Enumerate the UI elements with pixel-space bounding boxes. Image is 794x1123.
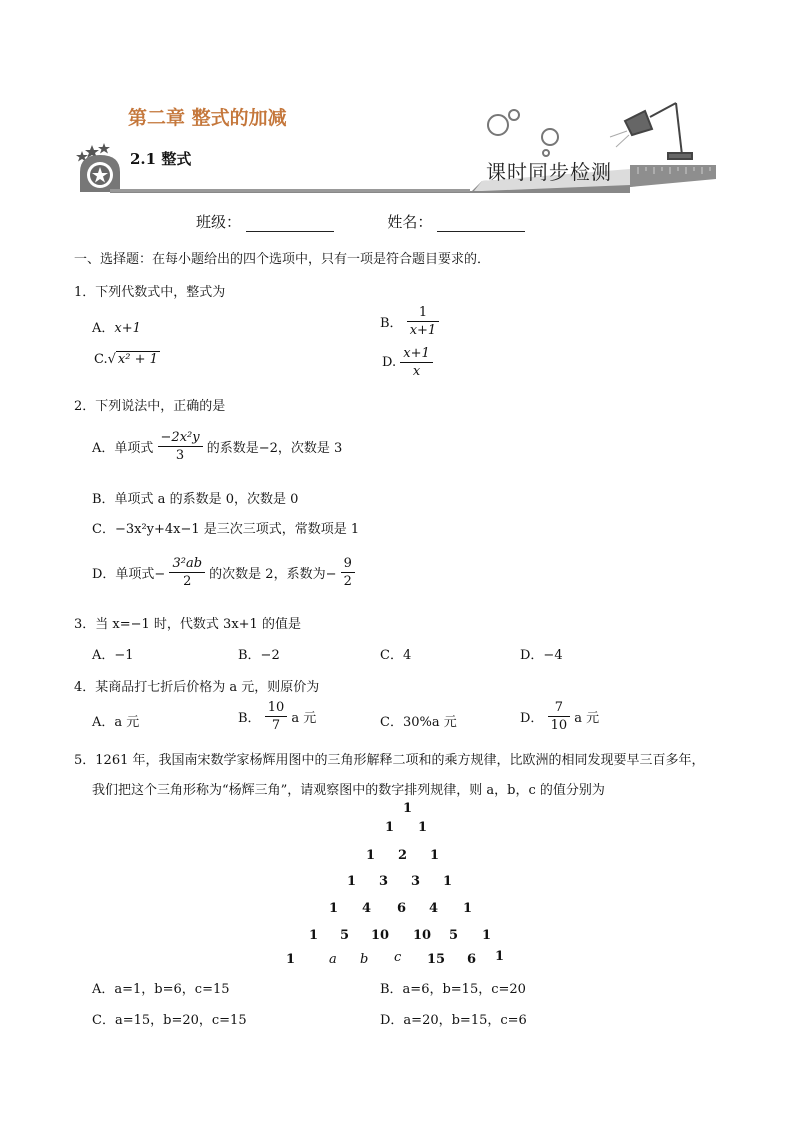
sqrt-icon: √ bbox=[107, 352, 116, 367]
q4-d-fraction: $\frac{7}{10}$ bbox=[548, 700, 571, 733]
triangle-number: 6 bbox=[467, 952, 477, 967]
q2-d-fraction: $\frac{\text{3²ab}}{2}$ bbox=[169, 556, 205, 589]
triangle-number: 1 bbox=[495, 949, 505, 964]
name-label: 姓名： bbox=[387, 213, 433, 231]
q2-option-a[interactable]: A．单项式 $\frac{\text{−2x²y}}{3}$ 的系数是−2，次数是 3 bbox=[92, 430, 343, 463]
q3-stem: 3．当 x=−1 时，代数式 3x+1 的值是 bbox=[74, 617, 301, 632]
section-title: 2.1 整式 bbox=[130, 150, 192, 168]
triangle-number: 1 bbox=[286, 952, 296, 967]
q5-option-c[interactable]: C．a=15，b=20，c=15 bbox=[92, 1013, 247, 1028]
triangle-number: 1 bbox=[418, 820, 428, 835]
q5-stem-line2: 我们把这个三角形称为“杨辉三角”，请观察图中的数字排列规律，则 a，b，c 的值分别为 bbox=[92, 783, 605, 798]
star-badge-icon bbox=[80, 155, 120, 192]
triangle-number: 1 bbox=[430, 848, 440, 863]
banner-text: 课时同步检测 bbox=[486, 160, 612, 184]
triangle-number: 1 bbox=[329, 901, 339, 916]
q2-stem: 2．下列说法中，正确的是 bbox=[74, 399, 226, 414]
q4-option-a[interactable]: A．a 元 bbox=[92, 715, 140, 730]
triangle-number: 4 bbox=[429, 901, 439, 916]
q1-option-a[interactable]: A．x+1 bbox=[92, 321, 141, 336]
triangle-number: 2 bbox=[398, 848, 408, 863]
q3-option-c[interactable]: C．4 bbox=[380, 648, 412, 663]
chapter-title: 第二章 整式的加减 bbox=[128, 107, 287, 129]
triangle-number: 5 bbox=[340, 928, 350, 943]
triangle-number: 10 bbox=[413, 928, 432, 943]
q2-option-d[interactable]: D．单项式− $\frac{\text{3²ab}}{2}$ 的次数是 2，系数为− $\frac{9}{2}$ bbox=[92, 556, 355, 589]
triangle-unknown-b: b bbox=[360, 952, 369, 967]
q1-option-c[interactable]: C.√ x² + 1 bbox=[94, 352, 158, 367]
triangle-number: 1 bbox=[309, 928, 319, 943]
triangle-number: 6 bbox=[397, 901, 407, 916]
triangle-unknown-c: c bbox=[394, 950, 402, 965]
student-info-fields bbox=[196, 211, 525, 232]
triangle-number: 10 bbox=[371, 928, 390, 943]
triangle-number: 15 bbox=[427, 952, 446, 967]
triangle-number: 1 bbox=[366, 848, 376, 863]
q1-stem: 1．下列代数式中，整式为 bbox=[74, 285, 226, 300]
name-field[interactable] bbox=[437, 217, 525, 232]
triangle-number: 5 bbox=[449, 928, 459, 943]
desk-lamp-icon bbox=[610, 103, 692, 159]
q3-option-b[interactable]: B．−2 bbox=[238, 648, 280, 663]
q1-d-fraction: $\frac{x+1}{x}$ bbox=[400, 346, 433, 379]
q2-d-fraction-2: $\frac{9}{2}$ bbox=[341, 556, 355, 589]
q4-b-fraction: $\frac{10}{7}$ bbox=[265, 700, 288, 733]
triangle-number: 1 bbox=[443, 874, 453, 889]
q2-option-c[interactable]: C．−3x²y+4x−1 是三次三项式，常数项是 1 bbox=[92, 522, 360, 537]
ruler-banner bbox=[110, 165, 716, 193]
q5-option-a[interactable]: A．a=1，b=6，c=15 bbox=[92, 982, 230, 997]
class-label: 班级： bbox=[196, 213, 242, 231]
q5-stem-line1: 5．1261 年，我国南宋数学家杨辉用图中的三角形解释二项和的乘方规律，比欧洲的相同发现要早三百多年， bbox=[74, 753, 705, 768]
q4-option-d[interactable]: D． $\frac{7}{10}$ a 元 bbox=[520, 700, 600, 733]
bubbles-decoration bbox=[488, 110, 558, 156]
q3-option-a[interactable]: A．−1 bbox=[92, 648, 134, 663]
q1-option-d[interactable]: D. $\frac{x+1}{x}$ bbox=[382, 346, 433, 379]
triangle-number: 1 bbox=[385, 820, 395, 835]
q4-option-c[interactable]: C．30%a 元 bbox=[380, 715, 457, 730]
q4-stem: 4．某商品打七折后价格为 a 元，则原价为 bbox=[74, 680, 320, 695]
triangle-number: 1 bbox=[403, 801, 413, 816]
q1-b-fraction: $\frac{1}{x+1}$ bbox=[407, 305, 440, 338]
q1-option-b[interactable]: B． $\frac{1}{x+1}$ bbox=[380, 305, 439, 338]
triangle-number: 1 bbox=[347, 874, 357, 889]
triangle-unknown-a: a bbox=[329, 952, 337, 967]
q2-a-fraction: $\frac{\text{−2x²y}}{3}$ bbox=[158, 430, 203, 463]
triangle-number: 3 bbox=[379, 874, 389, 889]
triangle-number: 1 bbox=[463, 901, 473, 916]
q4-option-b[interactable]: B． $\frac{10}{7}$ a 元 bbox=[238, 700, 317, 733]
q5-option-b[interactable]: B．a=6，b=15，c=20 bbox=[380, 982, 526, 997]
triangle-number: 4 bbox=[362, 901, 372, 916]
triangle-number: 3 bbox=[411, 874, 421, 889]
triangle-number: 1 bbox=[482, 928, 492, 943]
section-intro: 一、选择题：在每小题给出的四个选项中，只有一项是符合题目要求的． bbox=[74, 252, 491, 267]
q3-option-d[interactable]: D．−4 bbox=[520, 648, 563, 663]
q5-option-d[interactable]: D．a=20，b=15，c=6 bbox=[380, 1013, 527, 1028]
q2-option-b[interactable]: B．单项式 a 的系数是 0，次数是 0 bbox=[92, 492, 299, 507]
class-field[interactable] bbox=[246, 217, 334, 232]
